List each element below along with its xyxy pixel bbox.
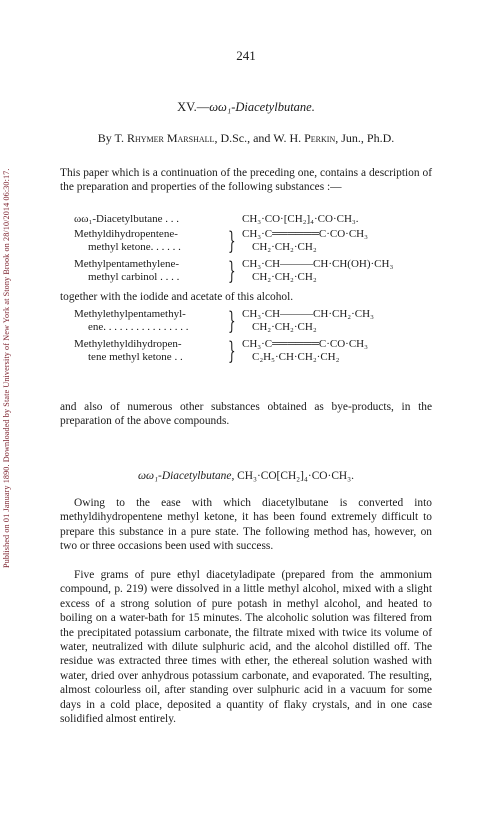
compound-row	[60, 308, 432, 334]
formula-line: CH₃·CH———CH·CH(OH)·CH₃	[242, 258, 394, 270]
page-number: 241	[236, 48, 256, 63]
together-paragraph	[60, 290, 432, 304]
formula-line: CH₃·C══════C·CO·CH₃	[242, 228, 368, 240]
together-text: together with the iodide and acetate of this alcohol.	[60, 291, 294, 303]
compound-name	[74, 338, 234, 364]
author-mid: , D.Sc., and W. H.	[214, 131, 305, 145]
paper-title	[60, 100, 432, 115]
brace-icon: }	[228, 337, 236, 365]
compound-formula	[242, 308, 374, 334]
compound-name-line: methyl ketone. . . . . .	[88, 241, 181, 253]
also-text: and also of numerous other substances obtained as bye-products, in the preparation of the above compounds.	[60, 401, 432, 428]
compound-name-line: Methyldihydropentene-	[74, 228, 178, 240]
section-heading-italic: ωω₁-Diacetylbutane,	[138, 470, 235, 482]
formula-line: CH₃·CH———CH·CH₂·CH₃	[242, 308, 374, 320]
formula-line: CH₂·CH₂·CH₂	[252, 321, 317, 333]
brace-icon: }	[228, 307, 236, 335]
section-heading-formula: CH₃·CO[CH₂]₄·CO·CH₃.	[234, 470, 354, 482]
compound-row	[60, 338, 432, 364]
compound-formula	[242, 258, 393, 284]
compound-name-line: tene methyl ketone . .	[88, 351, 183, 363]
compound-formula	[242, 338, 368, 364]
compound-row	[60, 258, 432, 284]
formula-line: CH₂·CH₂·CH₂	[252, 271, 317, 283]
formula-line: CH₃·C══════C·CO·CH₃	[242, 338, 368, 350]
body-paragraph-1	[60, 496, 432, 554]
title-prefix: XV.—	[177, 100, 210, 114]
compound-name-line: Methylpentamethylene-	[74, 258, 180, 270]
brace-icon: }	[228, 257, 236, 285]
compound-name	[74, 308, 234, 334]
compound-formula	[242, 228, 368, 254]
author-by: By T.	[97, 131, 127, 145]
compound-name-line: Methylethylpentamethyl-	[74, 308, 186, 320]
compound-name-line: Methylethyldihydropen-	[74, 338, 182, 350]
compound-name	[74, 258, 234, 284]
compound-formula: CH₃·CO·[CH₂]₄·CO·CH₃.	[242, 213, 359, 225]
body-text-2: Five grams of pure ethyl diacetyladipate (prepared from the ammonium compound, p. 219) were dissolved in a little methyl alcohol, mixed with a slight excess of a strong solution of pure potash in methyl alcohol, and heated to boiling on a water-bath for 15 minutes. The alcoholic solution was filtered from the precipitated potassium carbonate, the filtrate mixed with twice its volume of water, neutralized with dilute sulphuric acid, and the alcohol distilled off. The residue was extracted three times with ether, the ethereal solution washed with water, dried over anhydrous potassium carbonate, and evaporated. The resulting, almost colourless oil, after standing over sulphuric acid in a vacuum for some days in a cold place, deposited a quantity of flaky crystals, and in one case solidified almost entirely.	[60, 569, 432, 726]
compound-name-line: ene. . . . . . . . . . . . . . . .	[88, 321, 189, 333]
compound-row	[74, 213, 359, 225]
section-heading	[60, 470, 432, 482]
compound-name	[74, 228, 234, 254]
formula-line: C₂H₅·CH·CH₂·CH₂	[252, 351, 340, 363]
compound-name: ωω₁-Diacetylbutane . . .	[74, 213, 180, 225]
author-end: , Jun., Ph.D.	[335, 131, 395, 145]
author-name-2: Perkin	[304, 131, 336, 145]
also-paragraph	[60, 400, 432, 429]
intro-paragraph	[60, 166, 432, 195]
author-name-1: Rhymer Marshall	[126, 131, 215, 145]
compound-name-line: methyl carbinol . . . .	[88, 271, 180, 283]
author-line	[60, 131, 432, 146]
title-italic: ωω₁-Diacetylbutane.	[209, 100, 315, 114]
compound-row	[60, 228, 432, 254]
intro-text: This paper which is a continuation of the preceding one, contains a description of the preparation and properties of the following substances :—	[60, 167, 432, 194]
body-text-1: Owing to the ease with which diacetylbutane is converted into methyldihydropentene methyl ketone, it has been found extremely difficult to prepare this substance in a pure state. The following method has, however, on two or three occasions been used with success.	[60, 497, 432, 553]
sidebar-publication-note: Published on 01 January 1890. Downloaded by State University of New York at Stony Brook on 28/10/2014 06:30:17.	[2, 168, 11, 568]
brace-icon: }	[228, 227, 236, 255]
formula-line: CH₂·CH₂·CH₂	[252, 241, 317, 253]
body-paragraph-2	[60, 568, 432, 726]
